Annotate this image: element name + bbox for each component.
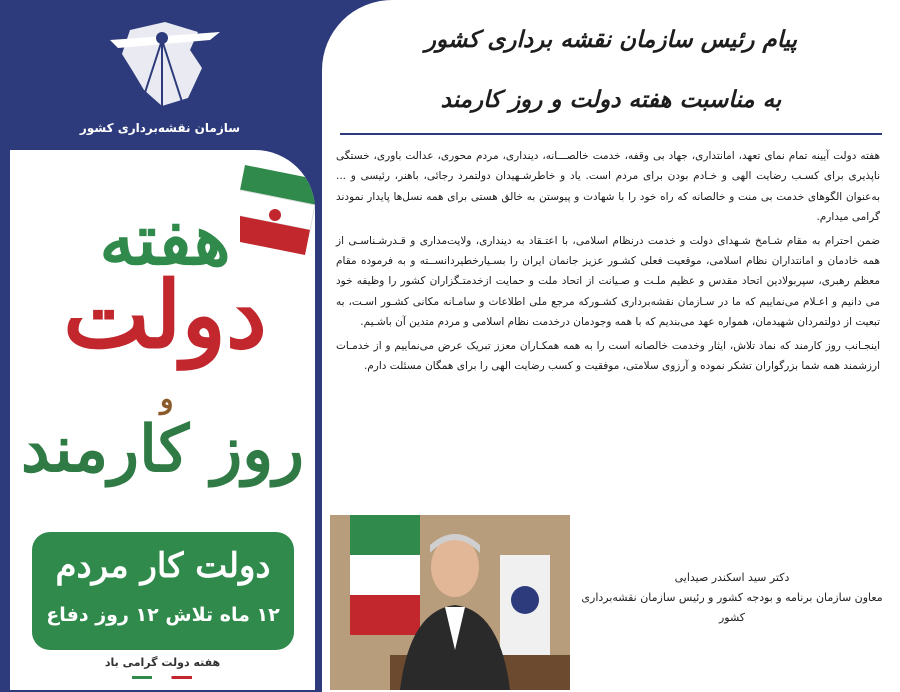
mapping-org-logo-icon (70, 10, 250, 115)
document-title-line1: پیام رئیس سازمان نقشه برداری کشور (424, 26, 798, 53)
paragraph: هفته دولت آیینه تمام نمای تعهد، امانتداری، جهاد بی وقفه، خدمت خالصـــانه، دینداری، مردم محوری، عدالت باوری، خستگی ناپذیری برای کسـب رضایت الهی و خـادم بودن برای مردم است. یاد و خاطرشـهیدان دولتمرد رجائی، باهنر، رئیسی و ... به‌عنوان الگوهای خدمت بی منت و خالصانه که راه خود را با شهادت و پیوستن به خالق هستی برای همه نسل‌ها پایدار نمودند گرامی میدارم. (336, 150, 880, 224)
poster-panel (0, 0, 322, 692)
slogan-text: دولت کار مردم (55, 546, 271, 586)
document-title-line2: به مناسبت هفته دولت و روز کارمند (440, 86, 782, 113)
paragraph: اینجـانب روز کارمند که نماد تلاش، ایثار وخدمت خالصانه است را به همه همکـاران معزز تبریک عرض می‌نماییم و از خدمـات ارزشمند همه شما بزرگواران تشکر نموده و آرزوی سلامتی، موفقیت و کسب رضایت الهی را برای همگان مسئلت دارم. (336, 339, 880, 373)
poster-hafteh: هفته (99, 198, 231, 281)
poster-footer: هفته دولت گرامی باد (104, 656, 221, 669)
signer-title: معاون سازمان برنامه و بودجه کشور و رئیس سازمان نقشه‌برداری کشور (581, 591, 883, 624)
title-divider (340, 133, 882, 135)
signer-name: دکتر سید اسکندر صیدایی (674, 571, 790, 584)
poster-title (40, 198, 290, 369)
poster-ruz-karmand: روز کارمند (20, 412, 305, 487)
org-logo (70, 10, 250, 135)
portrait-image (330, 515, 570, 690)
paragraph: ضمن احترام به مقام شـامخ شـهدای دولت و خدمت درنظام اسلامی، با اعتـقاد به دینداری، ولایت‌مداری و قـدرشـناسـی از همه خادمان و امانتداران نظام اسلامی، موقعیت فعلی کشـور عزیز جانمان ایران را بسـیارخطیردانســته و به فرموده مقام معظم رهبری، سپربولادین اتحاد مقدس و عظیم ملـت و صـیانت از اتحاد ملت و حمایت ازخدمتـگزاران کشور را وظیفه خود می دانیم و اعـلام می‌نماییم که ما در سـازمان نقشه‌برداری کشـورکه مرجع ملی اطلاعات و سامـانه مکانی کشـور اسـت، به تبعیت از دولتمردان شهیدمان، همواره عهد می‌بندیم که با همه وجودمان درخدمت نظام اسلامی و مردم متدین آن باشـیم. (336, 234, 880, 329)
message-document (322, 0, 900, 692)
slogan-box (32, 532, 294, 650)
signer-caption (577, 568, 887, 628)
mini-flag-icon (132, 676, 192, 679)
poster-dolat: دولت (63, 261, 267, 369)
message-body (336, 146, 880, 379)
org-name: سازمان نقشه‌برداری کشور (79, 121, 241, 135)
poster-card (10, 150, 315, 690)
sub-slogan-text: ۱۲ ماه تلاش ۱۲ روز دفاع (46, 604, 280, 626)
signer-photo (330, 515, 570, 690)
poster-va: و (160, 382, 174, 415)
